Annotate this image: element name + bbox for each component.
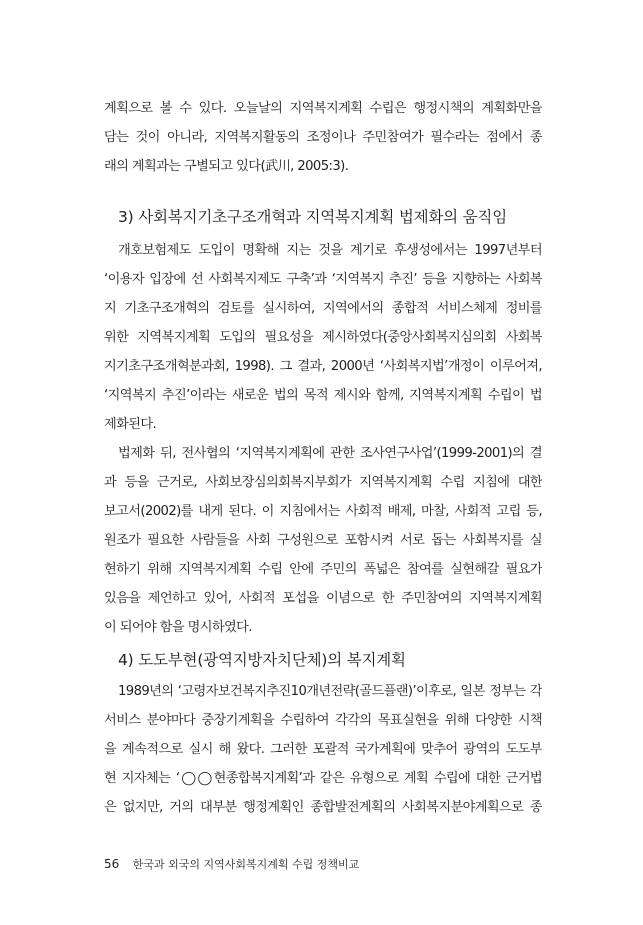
- body-line: 있음을 제언하고 있어, 사회적 포섭을 이념으로 한 주민참여의 지역복지계획: [104, 591, 542, 606]
- body-line: 을 계속적으로 실시 해 왔다. 그러한 포괄적 국가계획에 맞추어 광역의 도도부: [104, 742, 542, 757]
- body-line: 지기초구조개혁분과회, 1998). 그 결과, 2000년 ‘사회복지법’개정이 이루어져,: [104, 359, 542, 374]
- body-line: 서비스 분야마다 중장기계획을 수립하여 각각의 목표실현을 위해 다양한 시책: [104, 713, 542, 728]
- body-line: 원조가 필요한 사람들을 사회 구성원으로 포함시켜 서로 돕는 사회복지를 실: [104, 533, 542, 548]
- body-line: 은 없지만, 거의 대부분 행정계획인 종합발전계획의 사회복지분야계획으로 종: [104, 800, 542, 815]
- running-title: 한국과 외국의 지역사회복지계획 수립 정책비교: [132, 858, 360, 871]
- body-line: 보고서(2002)를 내게 된다. 이 지침에서는 사회적 배제, 마찰, 사회적 고립 등,: [104, 504, 542, 519]
- body-line: 지 기초구조개혁의 검토를 실시하여, 지역에서의 종합적 서비스체제 정비를: [104, 301, 542, 316]
- body-line: 현 지자체는 ‘◯◯현종합복지계획’과 같은 유형으로 계획 수립에 대한 근거법: [104, 771, 542, 786]
- section3-paragraph-2: [104, 439, 542, 642]
- body-line: 1989년의 ‘고령자보건복지추진10개년전략(골드플랜)’이후로, 일본 정부는 각: [118, 684, 542, 699]
- body-line: 래의 계획과는 구별되고 있다(武川, 2005:3).: [104, 159, 349, 174]
- body-line: ‘이용자 입장에 선 사회복지제도 구축’과 ‘지역복지 추진’ 등을 지향하는 사회복: [104, 272, 542, 287]
- body-line: ‘지역복지 추진’이라는 새로운 법의 목적 제시와 함께, 지역복지계획 수립이 법: [104, 388, 542, 403]
- section4-paragraph-1: [104, 677, 542, 822]
- body-line: 담는 것이 아니라, 지역복지활동의 조정이나 주민참여가 필수라는 점에서 종: [104, 130, 542, 145]
- section3-paragraph-1: [104, 236, 542, 439]
- intro-paragraph: [104, 94, 542, 181]
- body-line: 계획으로 볼 수 있다. 오늘날의 지역복지계획 수립은 행정시책의 계획화만을: [104, 101, 542, 116]
- page-footer: [104, 856, 359, 872]
- body-line: 위한 지역복지계획 도입의 필요성을 제시하였다(중앙사회복지심의회 사회복: [104, 330, 542, 345]
- body-line: 개호보험제도 도입이 명확해 지는 것을 계기로 후생성에서는 1997년부터: [118, 243, 542, 258]
- section-heading-4: 4) 도도부현(광역지방자치단체)의 복지계획: [118, 651, 406, 669]
- section-heading-3: 3) 사회복지기초구조개혁과 지역복지계획 법제화의 움직임: [118, 208, 507, 226]
- body-line: 제화된다.: [104, 417, 157, 432]
- body-line: 과 등을 근거로, 사회보장심의회복지부회가 지역복지계획 수립 지침에 대한: [104, 475, 542, 490]
- body-line: 현하기 위해 지역복지계획 수립 안에 주민의 폭넓은 참여를 실현해갈 필요가: [104, 562, 542, 577]
- body-line: 이 되어야 함을 명시하였다.: [104, 620, 252, 635]
- body-line: 법제화 뒤, 전사협의 ‘지역복지계획에 관한 조사연구사업’(1999-2001)의 결: [118, 446, 542, 461]
- page-number: 56: [104, 857, 120, 871]
